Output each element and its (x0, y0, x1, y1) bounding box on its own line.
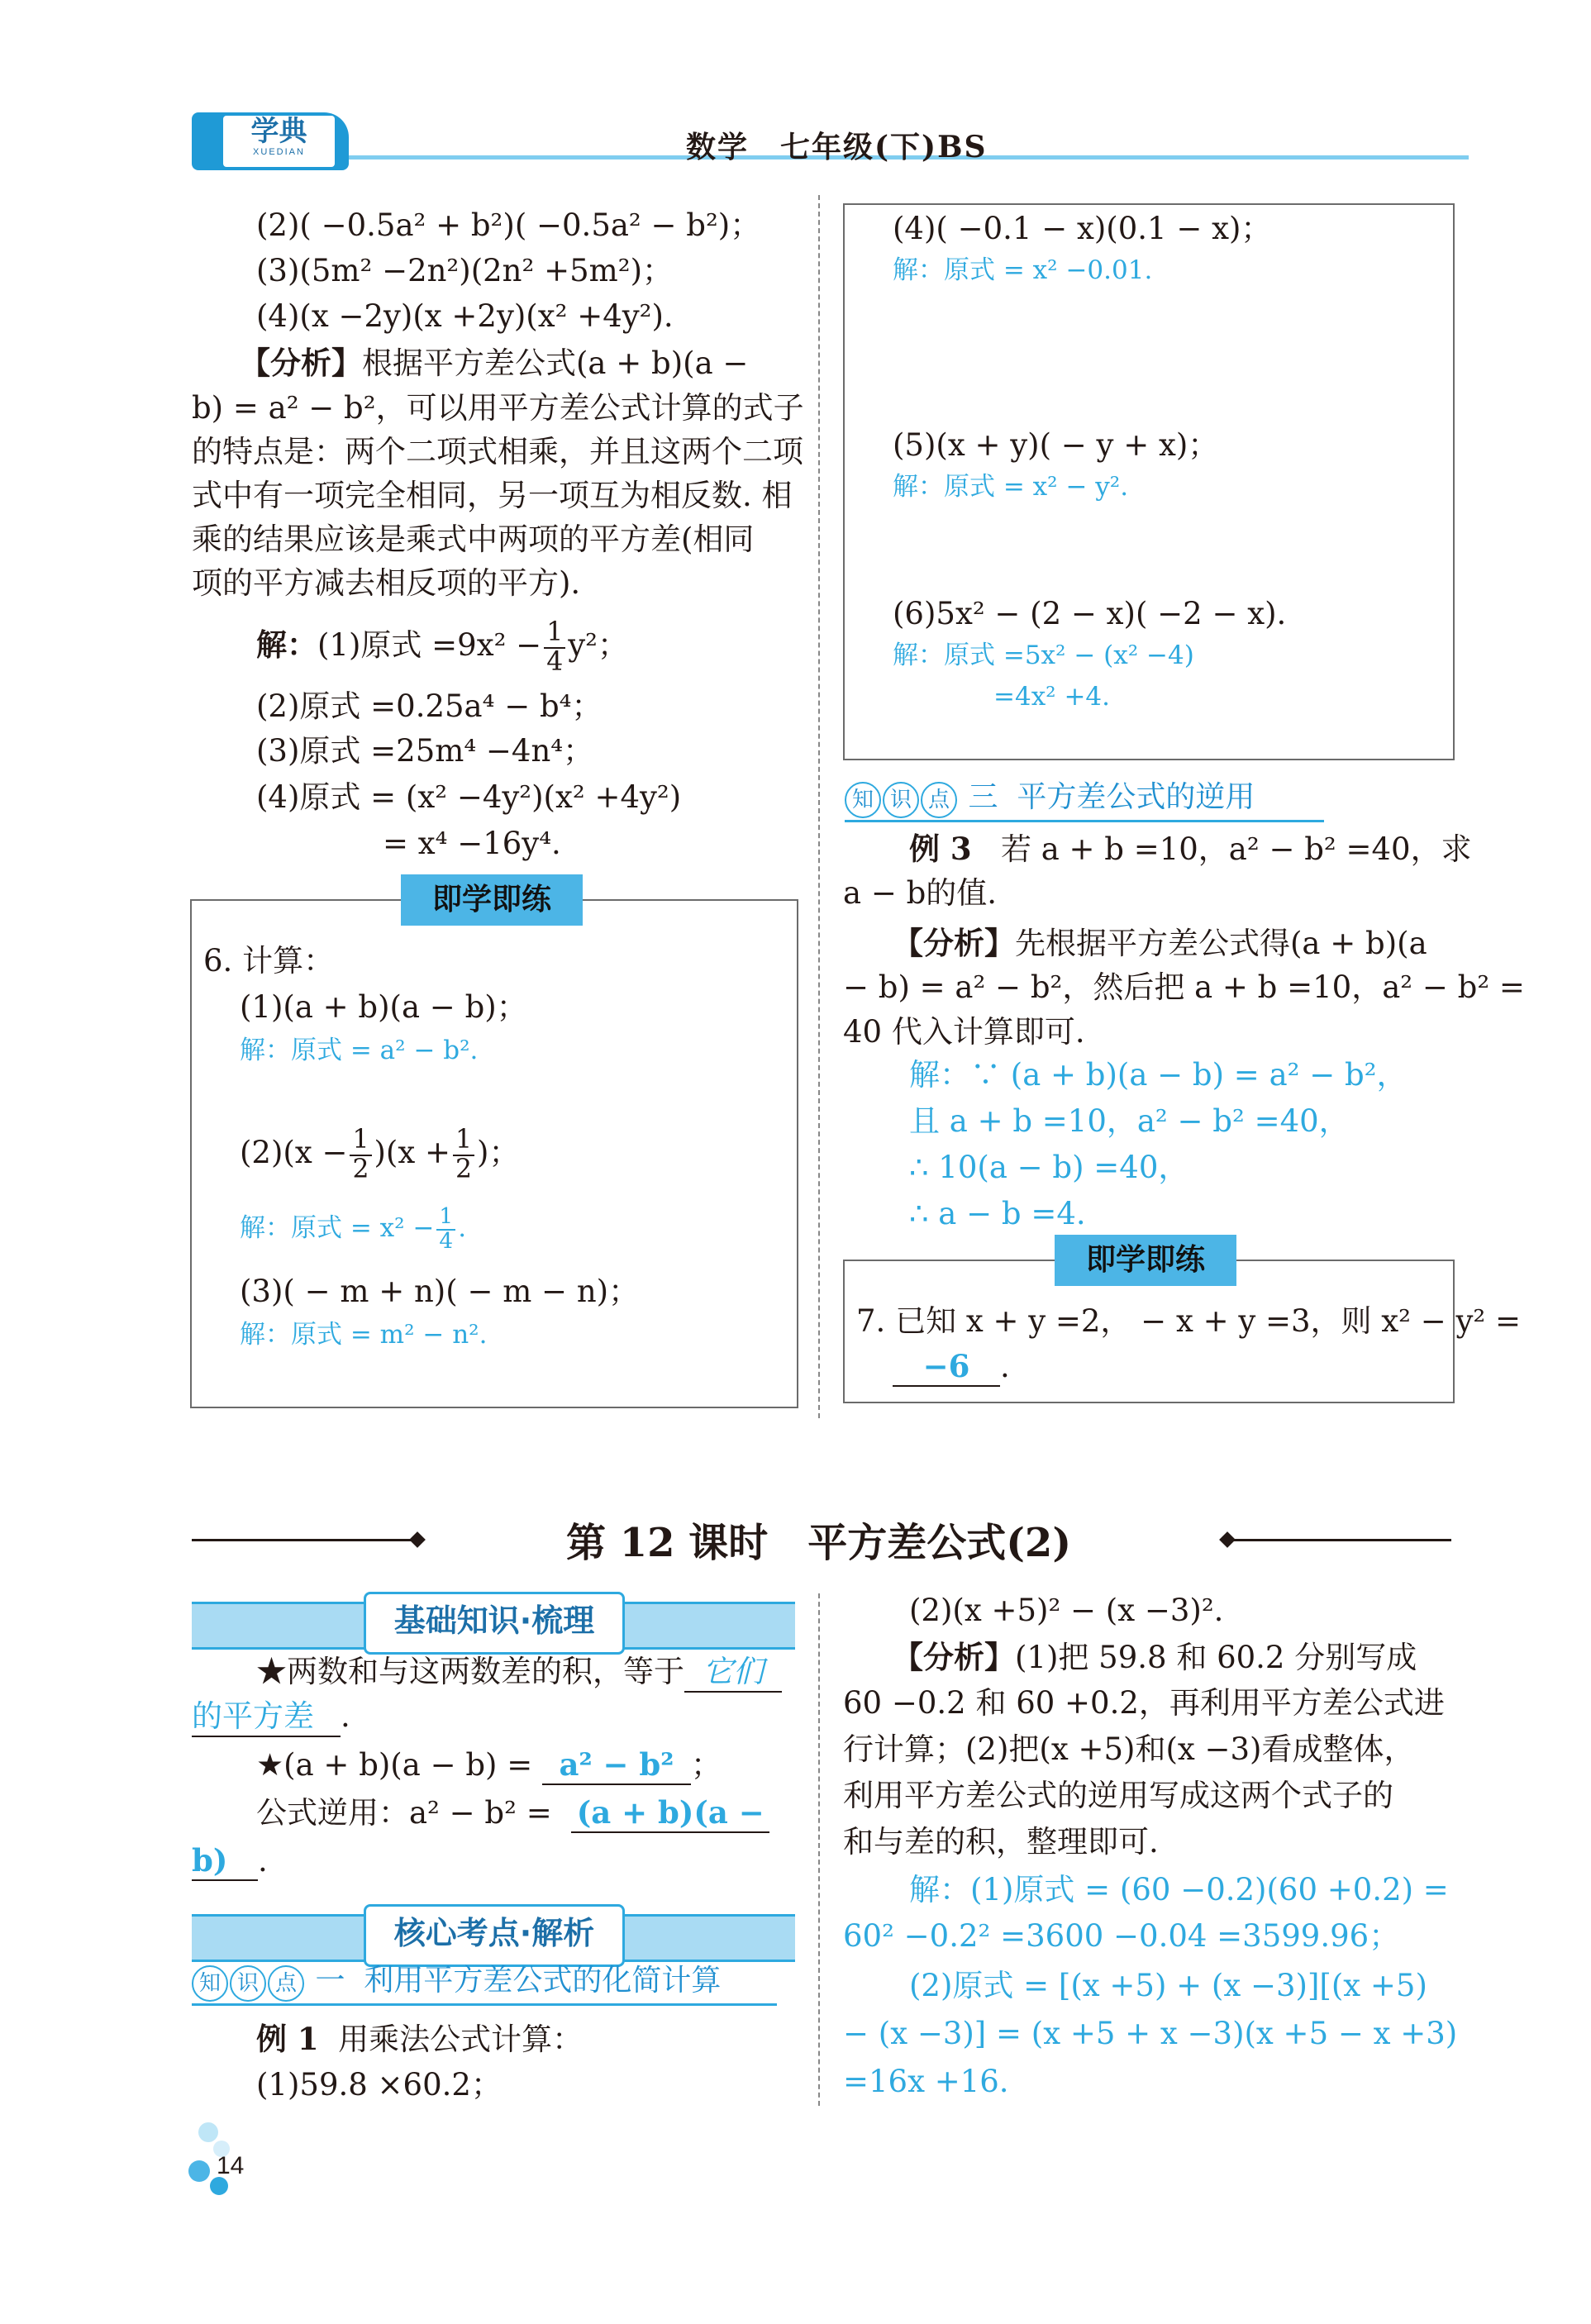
practice-answer: 解：原式 = a² − b². (240, 1036, 479, 1065)
analysis-line: 60 −0.2 和 60 +0.2，再利用平方差公式进 (843, 1685, 1445, 1721)
practice-answer: 解：原式 = x² − y². (893, 472, 1129, 502)
title-rule-right (1231, 1539, 1451, 1541)
practice-answer: =4x² +4. (993, 682, 1111, 712)
footer-decoration (188, 2160, 210, 2182)
basics-text: ★(a + b)(a − b) = (256, 1747, 533, 1783)
basics-line-3b (192, 1841, 268, 1881)
page-number: 14 (217, 2152, 245, 2179)
example-problem: (2)(x +5)² − (x −3)². (909, 1593, 1224, 1628)
example-label: 例 3 (909, 831, 972, 867)
answer-text: 解：原式 = x² − (240, 1213, 435, 1243)
basics-answer: (a + b)(a − (571, 1793, 769, 1833)
example-solution: ∴ a − b =4. (909, 1196, 1086, 1231)
section-label-core: 核心考点·解析 (364, 1904, 625, 1967)
question-number: 6. 计算： (203, 943, 335, 979)
example-text: 若 a + b =10，a² − b² =40，求 (1000, 831, 1472, 867)
analysis-line: 的特点是：两个二项式相乘，并且这两个二项 (192, 434, 803, 469)
practice-banner: 即学即练 (401, 874, 583, 926)
basics-line-3 (256, 1793, 769, 1833)
solution-line: = x⁴ −16y⁴. (383, 826, 561, 861)
analysis-line: 乘的结果应该是乘式中两项的平方差(相同 (192, 521, 755, 557)
fraction-numerator: 1 (544, 619, 565, 648)
basics-answer: 它们 (684, 1653, 782, 1693)
analysis-line: 式中有一项完全相同，另一项互为相反数. 相 (192, 478, 793, 513)
basics-answer: b) (192, 1841, 258, 1881)
analysis-label: 【分析】 (893, 1639, 1015, 1675)
fraction-denominator: 4 (546, 646, 564, 677)
kp-circle: 识 (230, 1965, 266, 2002)
basics-end: . (258, 1843, 268, 1879)
kp-circle: 点 (268, 1965, 304, 2002)
logo-text: 学典 (250, 115, 307, 148)
example-solution: − (x −3)] = (x +5 + x −3)(x +5 − x +3) (843, 2016, 1458, 2051)
column-divider (818, 1593, 820, 2106)
problem-line: (2)( −0.5a² + b²)( −0.5a² − b²)； (256, 207, 761, 243)
problem-line: (4)(x −2y)(x +2y)(x² +4y²). (256, 298, 674, 334)
solution-line: (4)原式 = (x² −4y²)(x² +4y²) (256, 779, 682, 815)
fraction-numerator: 1 (350, 1126, 371, 1155)
kp-circle: 知 (192, 1965, 228, 2002)
kp-number: 三 (968, 780, 998, 814)
analysis-line: 先根据平方差公式得(a + b)(a (1015, 926, 1427, 961)
example-solution: ∴ 10(a − b) =40， (909, 1150, 1189, 1185)
problem-text: )； (477, 1135, 520, 1170)
kp-circle: 识 (883, 782, 919, 818)
example-1-line (256, 2020, 583, 2059)
example-problem: (1)59.8 ×60.2； (256, 2067, 502, 2103)
example-text: 用乘法公式计算： (338, 2022, 584, 2057)
example-line: a − b的值. (843, 875, 998, 911)
kp-number: 一 (315, 1964, 345, 1998)
example-analysis (893, 924, 1427, 963)
fraction (436, 1203, 455, 1254)
question-7: 7. 已知 x + y =2， − x + y =3，则 x² − y² = (856, 1303, 1522, 1339)
fraction (453, 1126, 474, 1183)
example-solution: (2)原式 = [(x +5) + (x −3)][(x +5) (909, 1968, 1427, 2003)
solution-text: (1)原式 =9x² − (317, 627, 542, 663)
fraction-denominator: 2 (455, 1154, 473, 1184)
fraction-numerator: 1 (453, 1126, 474, 1155)
kp-title: 利用平方差公式的化简计算 (364, 1964, 722, 1998)
kp-circle: 点 (921, 782, 957, 818)
analysis-line: − b) = a² − b²，然后把 a + b =10，a² − b² = (843, 969, 1525, 1005)
kp-circle: 知 (845, 782, 881, 818)
practice-problem: (3)( − m + n)( − m − n)； (240, 1274, 640, 1309)
column-divider (818, 195, 820, 1418)
practice-answer: 解：原式 = x² −0.01. (893, 255, 1153, 285)
analysis-line: 项的平方减去相反项的平方). (192, 565, 581, 601)
fraction-denominator: 4 (439, 1228, 454, 1254)
problem-line: (3)(5m² −2n²)(2n² +5m²)； (256, 253, 673, 288)
basics-line-1 (256, 1653, 782, 1693)
solution-label: 解： (256, 626, 317, 663)
example-solution: 解：∵ (a + b)(a − b) = a² − b²， (909, 1057, 1408, 1093)
problem-text: )(x + (374, 1135, 450, 1170)
basics-answer: a² − b² (542, 1745, 691, 1785)
analysis-line: 根据平方差公式(a + b)(a − (362, 345, 749, 381)
solution-line-1 (256, 618, 628, 676)
lesson-title: 第 12 课时 平方差公式(2) (566, 1520, 1072, 1566)
practice-answer-2: 解：原式 = x² − $\frac{1}{4}$ . (240, 1203, 467, 1254)
practice-problem: (6)5x² − (2 − x)( −2 − x). (893, 596, 1287, 631)
title-rule-left (192, 1539, 415, 1541)
section-label-basics: 基础知识·梳理 (364, 1592, 625, 1655)
practice-banner: 即学即练 (1055, 1235, 1236, 1286)
title-diamond (409, 1531, 426, 1548)
example-solution: 60² −0.2² =3600 −0.04 =3599.96； (843, 1918, 1400, 1954)
problem-text: (2)(x − (240, 1135, 348, 1170)
practice-answer: 解：原式 =5x² − (x² −4) (893, 641, 1194, 670)
analysis-label: 【分析】 (240, 345, 362, 381)
analysis-line: (1)把 59.8 和 60.2 分别写成 (1015, 1640, 1417, 1675)
solution-text: y²； (568, 627, 628, 663)
knowledge-point-3 (845, 777, 1324, 822)
example-solution: =16x +16. (843, 2064, 1009, 2099)
practice-problem: (1)(a + b)(a − b)； (240, 989, 527, 1025)
kp-title: 平方差公式的逆用 (1017, 780, 1255, 814)
example-3-line (909, 830, 1472, 869)
example-solution: 且 a + b =10，a² − b² =40， (909, 1103, 1350, 1139)
basics-answer: 的平方差 (192, 1698, 341, 1737)
analysis-line: 40 代入计算即可. (843, 1014, 1085, 1050)
answer-value: −6 (893, 1347, 1000, 1387)
example-label: 例 1 (256, 2021, 319, 2057)
basics-line-2 (256, 1745, 722, 1785)
solution-line: (2)原式 =0.25a⁴ − b⁴； (256, 688, 603, 724)
basics-text: ★两数和与这两数差的积，等于 (256, 1654, 684, 1689)
logo (223, 116, 335, 167)
logo-subtext: XUEDIAN (253, 147, 305, 157)
analysis-block (240, 344, 748, 383)
header-title: 数学 七年级(下)BS (686, 130, 988, 164)
practice-problem-2 (240, 1124, 519, 1183)
analysis-line: b) = a² − b²，可以用平方差公式计算的式子 (192, 390, 804, 426)
example-analysis (893, 1638, 1417, 1677)
basics-end: ； (690, 1747, 722, 1783)
example-solution: 解：(1)原式 = (60 −0.2)(60 +0.2) = (909, 1872, 1449, 1907)
solution-line: (3)原式 =25m⁴ −4n⁴； (256, 733, 594, 769)
fraction-denominator: 2 (352, 1154, 369, 1184)
practice-problem: (5)(x + y)( − y + x)； (893, 427, 1219, 463)
basics-line-1b (192, 1698, 350, 1737)
basics-text: 公式逆用：a² − b² = (256, 1795, 552, 1831)
footer-decoration (198, 2122, 218, 2142)
fraction (544, 619, 565, 675)
basics-end: . (341, 1698, 350, 1734)
knowledge-point-1 (192, 1960, 777, 2006)
analysis-label: 【分析】 (893, 925, 1015, 961)
analysis-line: 和与差的积，整理即可. (843, 1824, 1159, 1860)
fraction (350, 1126, 371, 1183)
fraction-numerator: 1 (436, 1206, 455, 1231)
answer-end: . (1000, 1349, 1010, 1384)
analysis-line: 利用平方差公式的逆用写成这两个式子的 (843, 1778, 1393, 1813)
practice-answer: 解：原式 = m² − n². (240, 1320, 488, 1350)
practice-problem: (4)( −0.1 − x)(0.1 − x)； (893, 211, 1272, 246)
answer-blank (893, 1347, 1010, 1387)
analysis-line: 行计算；(2)把(x +5)和(x −3)看成整体， (843, 1731, 1415, 1767)
